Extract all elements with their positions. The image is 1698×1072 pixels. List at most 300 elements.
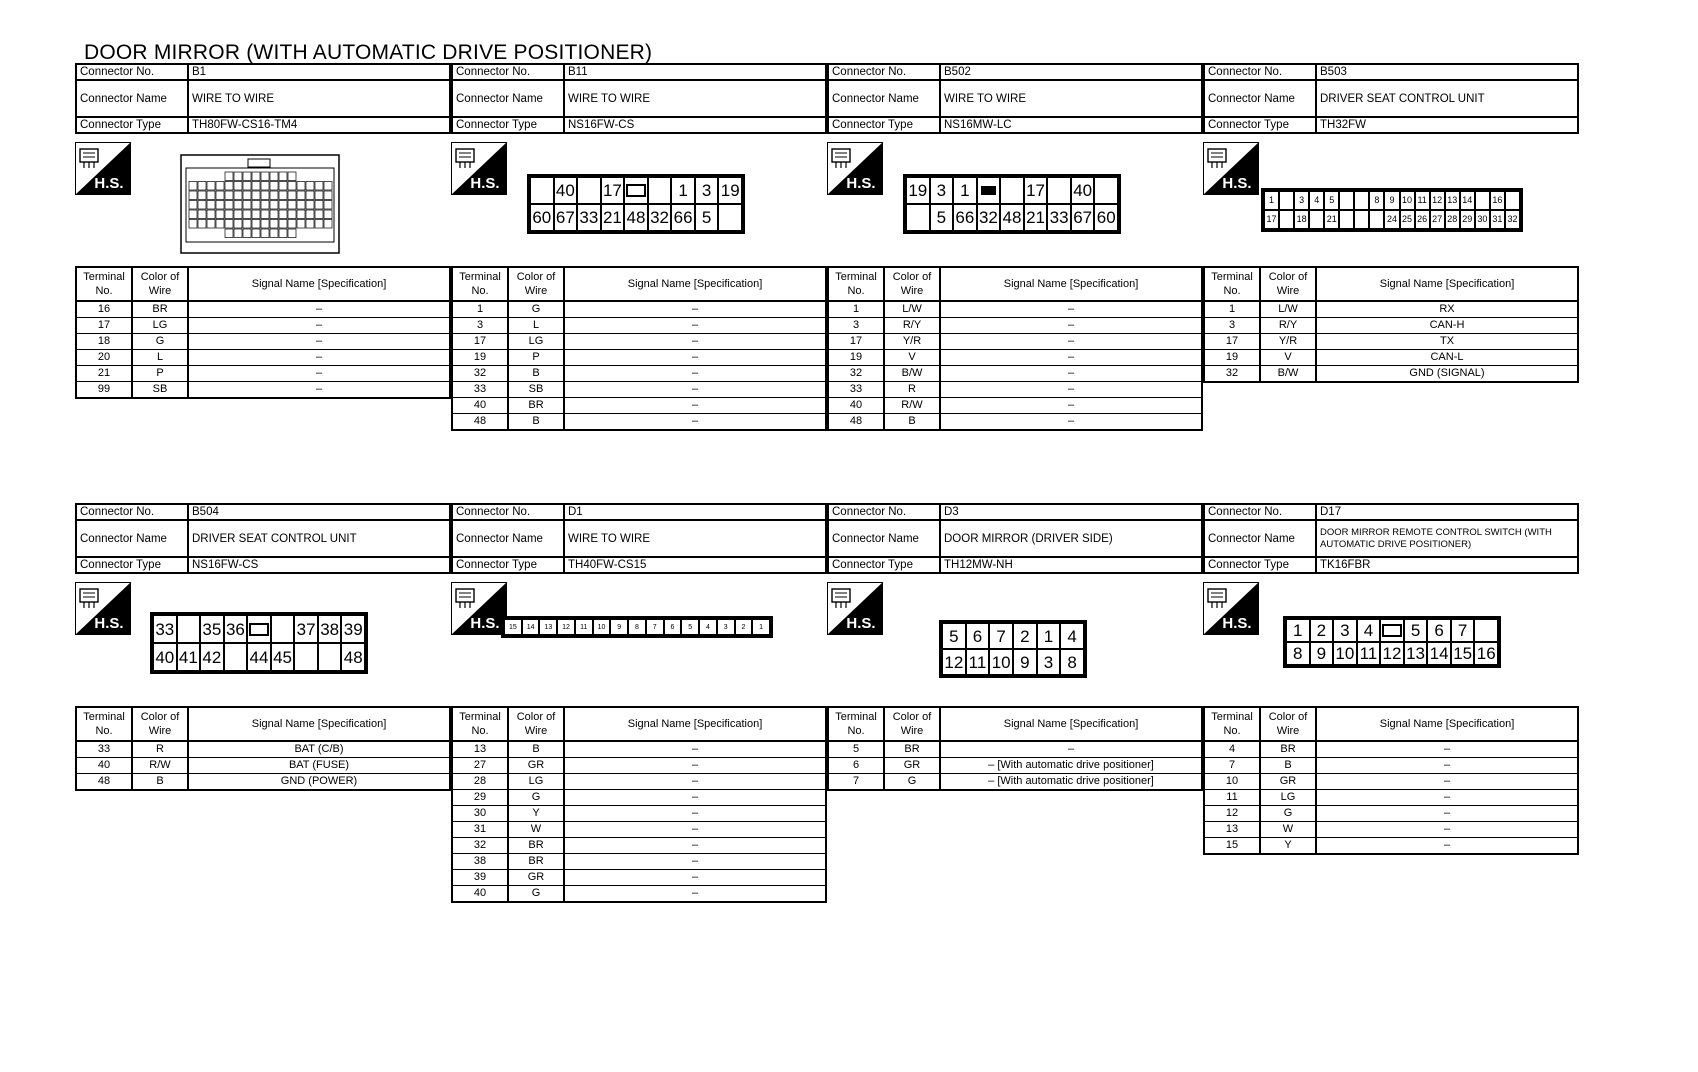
harness-side-icon <box>75 142 131 195</box>
signal-name: – <box>1316 806 1578 822</box>
pin-cavity: 11 <box>966 649 990 675</box>
pin-cavity: 11 <box>1357 642 1381 665</box>
terminal-no: 38 <box>452 854 508 870</box>
pin-cavity <box>1094 177 1118 204</box>
pin-cavity: 35 <box>200 615 224 643</box>
header-label: Connector Name <box>452 520 564 557</box>
pin-cavity: 8 <box>1060 649 1084 675</box>
table-row <box>76 758 450 774</box>
terminal-no: 32 <box>828 366 884 382</box>
pin-cavity: 44 <box>247 643 271 671</box>
terminal-no-header: Terminal No. <box>1204 267 1260 301</box>
pin-cavity: 19 <box>906 177 930 204</box>
pin-cavity: 40 <box>1071 177 1095 204</box>
pin-cavity: 7 <box>1451 619 1475 642</box>
terminal-no: 7 <box>1204 758 1260 774</box>
wire-color: B <box>884 414 940 431</box>
wire-color: G <box>508 790 564 806</box>
pin-cavity <box>1339 210 1354 229</box>
pin-cavity: 12 <box>1380 642 1404 665</box>
table-row <box>452 414 826 431</box>
wire-color: V <box>884 350 940 366</box>
header-label: Connector Name <box>1204 80 1316 117</box>
pin-cavity: 28 <box>1445 210 1460 229</box>
pin-cavity: 40 <box>554 177 578 204</box>
pin-cavity: 48 <box>1000 204 1024 231</box>
table-row <box>1204 741 1578 758</box>
wire-color: Y <box>508 806 564 822</box>
wire-color-header: Color of Wire <box>1260 707 1316 741</box>
wire-color: P <box>132 366 188 382</box>
table-row <box>452 870 826 886</box>
wire-color: LG <box>508 334 564 350</box>
wire-color: B/W <box>884 366 940 382</box>
wire-color: LG <box>132 318 188 334</box>
pin-cavity: 5 <box>942 623 966 649</box>
pin-cavity: 3 <box>695 177 719 204</box>
pin-cavity: 33 <box>577 204 601 231</box>
signal-name: – <box>940 414 1202 431</box>
pin-cavity: 2 <box>1013 623 1037 649</box>
terminal-no: 12 <box>1204 806 1260 822</box>
signal-name: – [With automatic drive positioner] <box>940 758 1202 774</box>
wire-color: G <box>508 301 564 318</box>
connector-name: WIRE TO WIRE <box>564 520 826 557</box>
terminal-no: 17 <box>76 318 132 334</box>
pin-cavity <box>1354 191 1369 210</box>
connector-name: DOOR MIRROR REMOTE CONTROL SWITCH (WITH AUTOMATIC DRIVE POSITIONER) <box>1316 520 1578 557</box>
terminal-no: 3 <box>452 318 508 334</box>
connector-lock <box>977 177 1001 204</box>
connector-type: TH32FW <box>1316 117 1578 133</box>
table-row <box>1204 838 1578 855</box>
terminal-no: 6 <box>828 758 884 774</box>
pin-cavity: 32 <box>648 204 672 231</box>
pin-cavity: 10 <box>1333 642 1357 665</box>
connector-face <box>1261 188 1523 232</box>
pin-cavity: 4 <box>699 619 717 635</box>
terminal-no: 40 <box>828 398 884 414</box>
connector-diagram <box>451 574 827 706</box>
wire-color: BR <box>1260 741 1316 758</box>
terminal-no: 99 <box>76 382 132 399</box>
table-row <box>76 350 450 366</box>
terminal-no: 32 <box>452 366 508 382</box>
connector-header <box>451 503 827 574</box>
signal-name: GND (POWER) <box>188 774 450 791</box>
pin-cavity: 11 <box>1415 191 1430 210</box>
signal-name: – <box>564 414 826 431</box>
connector-no: B504 <box>188 504 450 520</box>
connector-header <box>1203 63 1579 134</box>
header-label: Connector No. <box>828 504 940 520</box>
wire-color: R/W <box>132 758 188 774</box>
table-row <box>452 350 826 366</box>
pin-cavity: 8 <box>1369 191 1384 210</box>
table-row <box>828 350 1202 366</box>
signal-name: – <box>1316 741 1578 758</box>
wire-color: Y <box>1260 838 1316 855</box>
terminal-no: 40 <box>76 758 132 774</box>
connector-name: DRIVER SEAT CONTROL UNIT <box>1316 80 1578 117</box>
pin-cavity: 38 <box>318 615 342 643</box>
terminal-table <box>451 706 827 903</box>
harness-side-icon <box>451 582 507 635</box>
signal-name: – <box>188 366 450 382</box>
pin-cavity: 18 <box>1294 210 1309 229</box>
pin-cavity: 14 <box>1427 642 1451 665</box>
signal-name: – <box>564 806 826 822</box>
wire-color: B <box>508 366 564 382</box>
signal-name: – <box>564 318 826 334</box>
connector-header <box>827 63 1203 134</box>
terminal-no-header: Terminal No. <box>828 267 884 301</box>
pin-cavity <box>530 177 554 204</box>
terminal-no: 33 <box>76 741 132 758</box>
terminal-no: 5 <box>828 741 884 758</box>
connector-header <box>827 503 1203 574</box>
table-row <box>452 838 826 854</box>
connector-type: TK16FBR <box>1316 557 1578 573</box>
wire-color-header: Color of Wire <box>884 707 940 741</box>
signal-name: – <box>564 870 826 886</box>
table-row <box>1204 806 1578 822</box>
connector-name: DOOR MIRROR (DRIVER SIDE) <box>940 520 1202 557</box>
pin-cavity: 1 <box>953 177 977 204</box>
connector-no: B11 <box>564 64 826 80</box>
wire-color: BR <box>884 741 940 758</box>
pin-cavity: 41 <box>177 643 201 671</box>
wire-color: L/W <box>1260 301 1316 318</box>
pin-cavity: 40 <box>153 643 177 671</box>
pin-cavity <box>1505 191 1520 210</box>
connector-face <box>939 620 1087 678</box>
pin-cavity: 4 <box>1309 191 1324 210</box>
pin-cavity: 21 <box>1324 210 1339 229</box>
header-label: Connector No. <box>1204 504 1316 520</box>
wire-color: G <box>132 334 188 350</box>
connector-type: TH12MW-NH <box>940 557 1202 573</box>
wire-color: B/W <box>1260 366 1316 383</box>
table-row <box>1204 790 1578 806</box>
harness-side-icon <box>1203 582 1259 635</box>
connector-name: WIRE TO WIRE <box>564 80 826 117</box>
wire-color: BR <box>508 398 564 414</box>
signal-name: TX <box>1316 334 1578 350</box>
terminal-no: 3 <box>1204 318 1260 334</box>
pin-cavity <box>177 615 201 643</box>
terminal-no: 1 <box>1204 301 1260 318</box>
signal-name: – <box>1316 774 1578 790</box>
header-label: Connector Name <box>76 80 188 117</box>
header-label: Connector Type <box>828 557 940 573</box>
wire-color: GR <box>884 758 940 774</box>
page-title: DOOR MIRROR (WITH AUTOMATIC DRIVE POSITIONER) <box>84 41 653 64</box>
pin-cavity: 12 <box>1430 191 1445 210</box>
terminal-no: 17 <box>828 334 884 350</box>
connector-panel <box>1203 503 1579 855</box>
header-label: Connector No. <box>452 504 564 520</box>
terminal-table <box>827 706 1203 791</box>
table-row <box>828 301 1202 318</box>
signal-name: GND (SIGNAL) <box>1316 366 1578 383</box>
signal-name: – <box>188 318 450 334</box>
terminal-no: 7 <box>828 774 884 791</box>
terminal-no: 28 <box>452 774 508 790</box>
wire-color: B <box>132 774 188 791</box>
header-label: Connector Type <box>828 117 940 133</box>
wire-color: GR <box>1260 774 1316 790</box>
table-row <box>76 366 450 382</box>
pin-cavity: 8 <box>1286 642 1310 665</box>
signal-name: – <box>188 301 450 318</box>
connector-panel <box>451 503 827 903</box>
table-row <box>828 741 1202 758</box>
signal-name: – <box>564 334 826 350</box>
pin-cavity <box>1279 210 1294 229</box>
signal-name: – <box>1316 822 1578 838</box>
signal-name-header: Signal Name [Specification] <box>564 267 826 301</box>
pin-cavity: 15 <box>504 619 522 635</box>
signal-name: – <box>188 382 450 399</box>
signal-name: – <box>564 886 826 903</box>
hs-label: H.S. <box>94 175 124 192</box>
wire-color: SB <box>132 382 188 399</box>
terminal-no-header: Terminal No. <box>828 707 884 741</box>
terminal-table <box>451 266 827 431</box>
pin-cavity: 14 <box>522 619 540 635</box>
hs-label: H.S. <box>1222 615 1252 632</box>
signal-name: – <box>564 838 826 854</box>
terminal-table <box>1203 266 1579 383</box>
connector-type: NS16FW-CS <box>188 557 450 573</box>
wire-color: B <box>508 414 564 431</box>
signal-name: – <box>940 741 1202 758</box>
connector-header <box>451 63 827 134</box>
pin-cavity: 7 <box>646 619 664 635</box>
table-row <box>452 318 826 334</box>
header-label: Connector Name <box>828 520 940 557</box>
pin-cavity: 9 <box>610 619 628 635</box>
wire-color: GR <box>508 758 564 774</box>
signal-name: – <box>940 301 1202 318</box>
pin-cavity: 27 <box>1430 210 1445 229</box>
signal-name-header: Signal Name [Specification] <box>564 707 826 741</box>
table-row <box>1204 774 1578 790</box>
header-label: Connector No. <box>76 504 188 520</box>
pin-cavity <box>577 177 601 204</box>
pin-cavity: 60 <box>530 204 554 231</box>
table-row <box>828 774 1202 791</box>
pin-cavity: 6 <box>664 619 682 635</box>
pin-cavity: 5 <box>695 204 719 231</box>
connector-header <box>75 63 451 134</box>
pin-cavity <box>224 643 248 671</box>
table-row <box>452 741 826 758</box>
terminal-no: 15 <box>1204 838 1260 855</box>
signal-name-header: Signal Name [Specification] <box>188 267 450 301</box>
table-row <box>76 774 450 791</box>
terminal-no: 33 <box>452 382 508 398</box>
pin-cavity: 66 <box>953 204 977 231</box>
connector-diagram <box>75 134 451 266</box>
pin-cavity: 3 <box>717 619 735 635</box>
wire-color: BR <box>508 854 564 870</box>
pin-cavity: 19 <box>718 177 742 204</box>
pin-cavity: 60 <box>1094 204 1118 231</box>
signal-name-header: Signal Name [Specification] <box>940 707 1202 741</box>
wire-color: R/W <box>884 398 940 414</box>
signal-name: CAN-L <box>1316 350 1578 366</box>
table-row <box>452 398 826 414</box>
table-row <box>1204 758 1578 774</box>
connector-face <box>150 612 368 674</box>
signal-name: – <box>564 758 826 774</box>
connector-diagram <box>827 134 1203 266</box>
pin-cavity: 1 <box>1037 623 1061 649</box>
wire-color: Y/R <box>884 334 940 350</box>
header-label: Connector No. <box>1204 64 1316 80</box>
pin-cavity <box>1474 619 1498 642</box>
wire-color: W <box>1260 822 1316 838</box>
connector-diagram <box>75 574 451 706</box>
terminal-no: 40 <box>452 886 508 903</box>
terminal-no: 3 <box>828 318 884 334</box>
pin-cavity: 36 <box>224 615 248 643</box>
wire-color: L <box>508 318 564 334</box>
wire-color: LG <box>1260 790 1316 806</box>
pin-cavity: 9 <box>1384 191 1399 210</box>
pin-cavity: 67 <box>1071 204 1095 231</box>
table-row <box>452 382 826 398</box>
table-row <box>1204 350 1578 366</box>
pin-cavity: 9 <box>1013 649 1037 675</box>
pin-cavity: 3 <box>1333 619 1357 642</box>
connector-face <box>501 616 773 638</box>
pin-cavity: 17 <box>1264 210 1279 229</box>
connector-face <box>527 174 745 234</box>
terminal-no: 31 <box>452 822 508 838</box>
connector-name: WIRE TO WIRE <box>188 80 450 117</box>
terminal-no: 32 <box>452 838 508 854</box>
table-row <box>452 366 826 382</box>
connector-header <box>75 503 451 574</box>
signal-name: – <box>564 790 826 806</box>
pin-cavity: 3 <box>930 177 954 204</box>
connector-lock <box>624 177 648 204</box>
pin-cavity <box>1309 210 1324 229</box>
pin-cavity: 31 <box>1490 210 1505 229</box>
connector-panel <box>75 503 451 791</box>
pin-cavity <box>1000 177 1024 204</box>
terminal-table <box>75 266 451 399</box>
pin-cavity: 30 <box>1475 210 1490 229</box>
pin-cavity: 1 <box>1286 619 1310 642</box>
pin-cavity: 14 <box>1460 191 1475 210</box>
header-label: Connector No. <box>452 64 564 80</box>
header-label: Connector Name <box>1204 520 1316 557</box>
table-row <box>1204 822 1578 838</box>
hs-label: H.S. <box>470 175 500 192</box>
harness-side-icon <box>1203 142 1259 195</box>
header-label: Connector No. <box>828 64 940 80</box>
wire-color: G <box>1260 806 1316 822</box>
hs-label: H.S. <box>470 615 500 632</box>
signal-name-header: Signal Name [Specification] <box>940 267 1202 301</box>
connector-type: NS16FW-CS <box>564 117 826 133</box>
connector-panel <box>451 63 827 431</box>
signal-name: – <box>564 366 826 382</box>
table-row <box>452 806 826 822</box>
terminal-no: 1 <box>828 301 884 318</box>
connector-lock <box>247 615 271 643</box>
wire-color: P <box>508 350 564 366</box>
pin-cavity: 1 <box>671 177 695 204</box>
terminal-no: 48 <box>452 414 508 431</box>
terminal-no: 13 <box>1204 822 1260 838</box>
pin-cavity <box>294 643 318 671</box>
signal-name: – <box>564 382 826 398</box>
signal-name: – <box>1316 838 1578 855</box>
terminal-no: 40 <box>452 398 508 414</box>
wire-color: R/Y <box>884 318 940 334</box>
hs-label: H.S. <box>846 175 876 192</box>
connector-panel <box>1203 63 1579 383</box>
signal-name: – <box>564 350 826 366</box>
wire-color: B <box>508 741 564 758</box>
terminal-no-header: Terminal No. <box>452 267 508 301</box>
terminal-no: 30 <box>452 806 508 822</box>
wire-color: SB <box>508 382 564 398</box>
pin-cavity: 6 <box>966 623 990 649</box>
wire-color: V <box>1260 350 1316 366</box>
wire-color-header: Color of Wire <box>508 707 564 741</box>
pin-cavity <box>1339 191 1354 210</box>
table-row <box>828 398 1202 414</box>
wire-color: L/W <box>884 301 940 318</box>
wire-color-header: Color of Wire <box>132 267 188 301</box>
terminal-no: 21 <box>76 366 132 382</box>
wire-color: B <box>1260 758 1316 774</box>
pin-cavity: 12 <box>942 649 966 675</box>
pin-cavity <box>318 643 342 671</box>
pin-cavity: 33 <box>153 615 177 643</box>
table-row <box>76 318 450 334</box>
connector-no: D1 <box>564 504 826 520</box>
wire-color: G <box>884 774 940 791</box>
connector-panel <box>75 63 451 399</box>
header-label: Connector Type <box>1204 557 1316 573</box>
header-label: Connector No. <box>76 64 188 80</box>
table-row <box>1204 301 1578 318</box>
pin-cavity: 8 <box>628 619 646 635</box>
pin-cavity: 33 <box>1047 204 1071 231</box>
signal-name-header: Signal Name [Specification] <box>1316 707 1578 741</box>
connector-panel <box>827 503 1203 791</box>
terminal-no: 13 <box>452 741 508 758</box>
pin-cavity: 17 <box>1024 177 1048 204</box>
connector-diagram <box>451 134 827 266</box>
pin-cavity <box>906 204 930 231</box>
pin-cavity <box>1354 210 1369 229</box>
wire-color: GR <box>508 870 564 886</box>
pin-cavity: 32 <box>977 204 1001 231</box>
harness-side-icon <box>827 142 883 195</box>
signal-name: – <box>188 350 450 366</box>
table-row <box>76 741 450 758</box>
pin-cavity: 3 <box>1294 191 1309 210</box>
table-row <box>828 366 1202 382</box>
